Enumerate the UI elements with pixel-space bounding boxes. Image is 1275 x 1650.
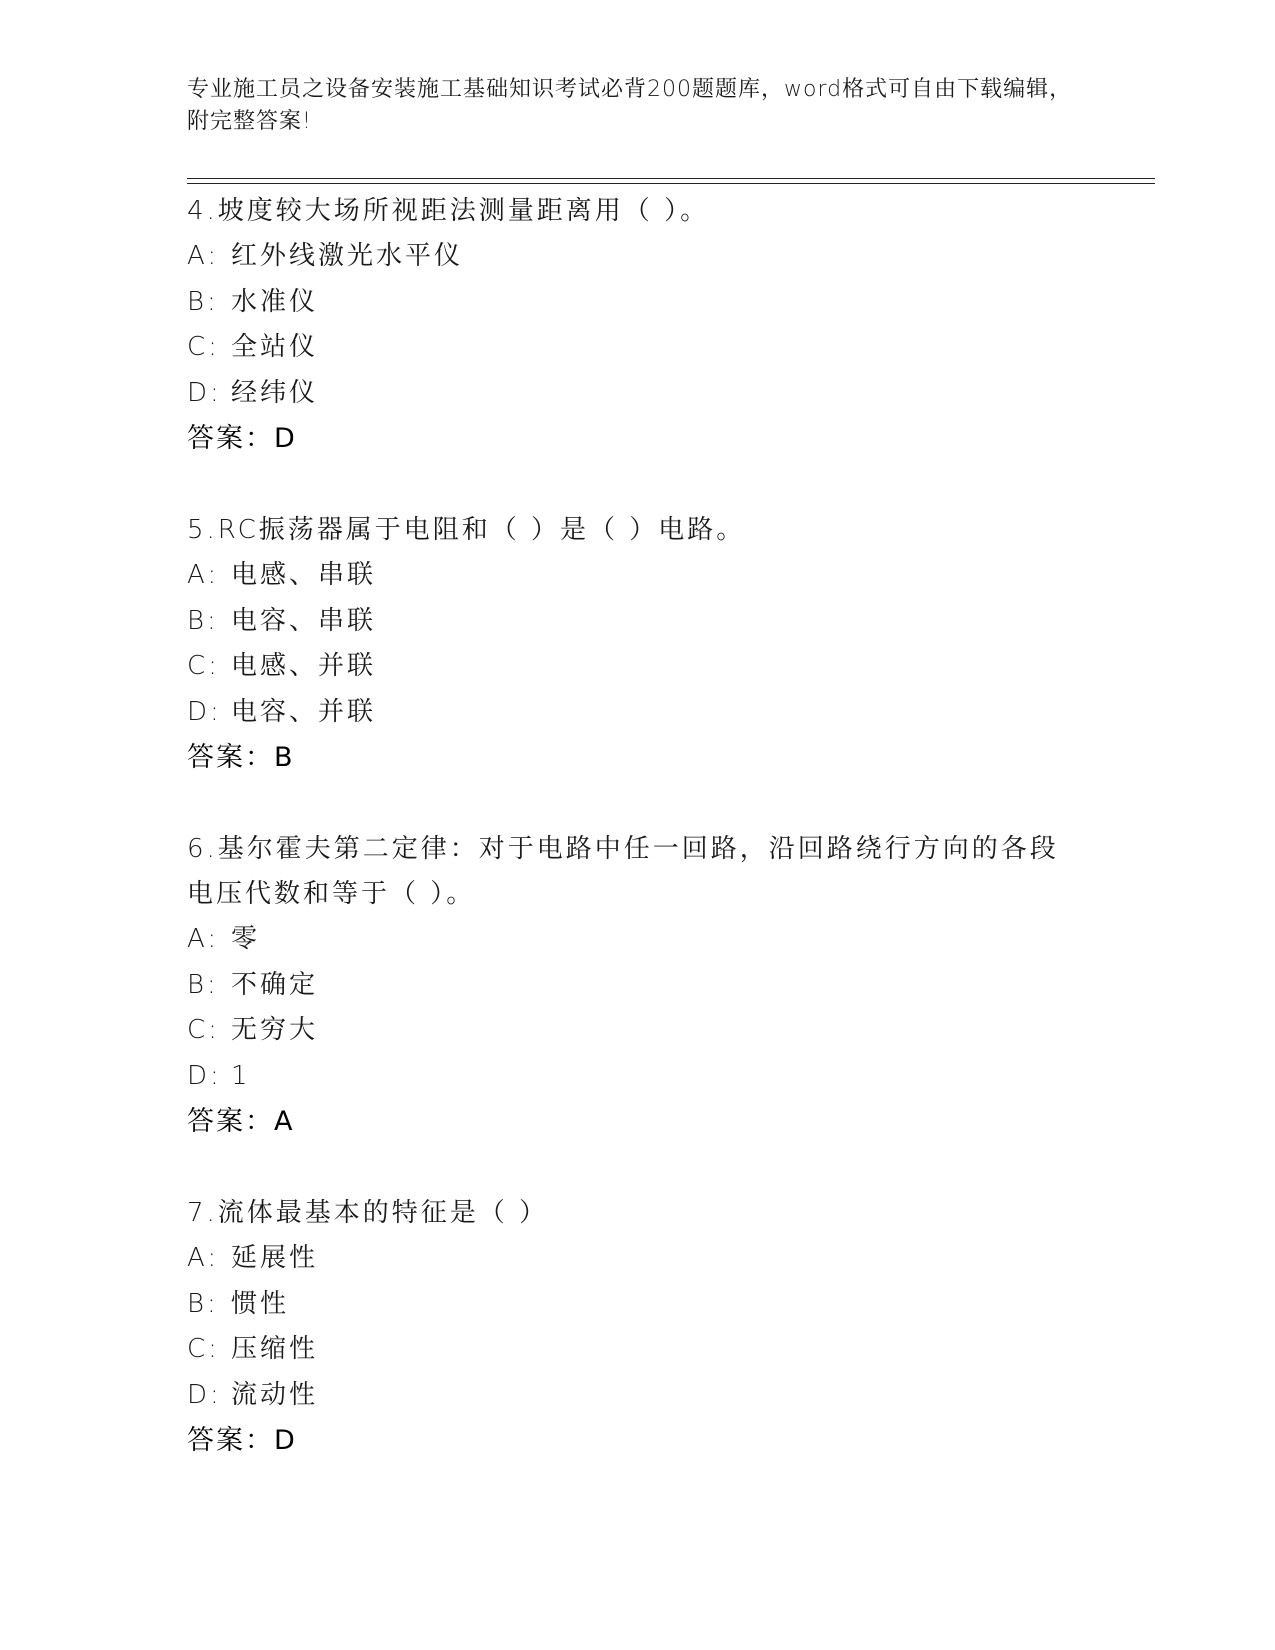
option-text: 压缩性: [231, 1334, 319, 1364]
header-divider-top: [187, 178, 1155, 179]
option-b: [187, 963, 1087, 1009]
option-d: [187, 690, 1087, 736]
option-letter: D:: [187, 377, 222, 408]
option-c: [187, 325, 1087, 371]
option-a: [187, 234, 1087, 280]
option-text: 惯性: [231, 1288, 290, 1319]
option-text: 电感、串联: [231, 560, 377, 590]
option-text: 电感、并联: [231, 651, 377, 681]
option-letter: C:: [187, 332, 220, 362]
option-c: [187, 644, 1087, 690]
option-d: [187, 1373, 1087, 1419]
option-text: 电容、串联: [231, 605, 377, 636]
option-text: 经纬仪: [231, 377, 319, 408]
option-letter: B:: [187, 605, 219, 636]
option-b: [187, 1282, 1087, 1328]
question-block: [187, 827, 1087, 1144]
question-stem: 5.RC振荡器属于电阻和（ ）是（ ）电路。: [187, 515, 746, 545]
option-letter: D:: [187, 696, 222, 727]
option-text: 流动性: [231, 1379, 319, 1410]
option-text: 全站仪: [231, 332, 319, 362]
option-letter: B:: [187, 1288, 219, 1319]
answer-line: 答案：A: [187, 1106, 295, 1137]
option-letter: B:: [187, 286, 219, 317]
option-text: 零: [231, 924, 261, 954]
question-stem: 7.流体最基本的特征是（ ）: [187, 1198, 549, 1228]
option-text: 水准仪: [231, 286, 319, 317]
header-divider-bottom: [187, 183, 1155, 184]
option-letter: A:: [187, 560, 220, 590]
option-letter: C:: [187, 651, 220, 681]
option-letter: C:: [187, 1015, 220, 1045]
option-a: [187, 917, 1087, 963]
question-stem: 4.坡度较大场所视距法测量距离用（ ）。: [187, 196, 710, 226]
option-text: 1: [231, 1060, 251, 1091]
option-letter: A:: [187, 241, 220, 271]
option-d: [187, 371, 1087, 417]
option-a: [187, 553, 1087, 599]
document-title: 专业施工员之设备安装施工基础知识考试必背200题题库，word格式可自由下载编辑，附完整答案!: [187, 77, 1073, 134]
answer-line: 答案：D: [187, 423, 297, 454]
option-text: 不确定: [231, 969, 319, 1000]
option-a: [187, 1236, 1087, 1282]
answer-line: 答案：D: [187, 1425, 297, 1456]
question-stem: 6.基尔霍夫第二定律：对于电路中任一回路，沿回路绕行方向的各段电压代数和等于（ ）。: [187, 834, 1059, 909]
option-text: 延展性: [231, 1243, 319, 1273]
option-b: [187, 599, 1087, 645]
option-letter: D:: [187, 1060, 222, 1091]
option-c: [187, 1008, 1087, 1054]
option-letter: A:: [187, 924, 220, 954]
option-text: 红外线激光水平仪: [231, 241, 464, 271]
option-letter: C:: [187, 1334, 220, 1364]
question-block: [187, 189, 1087, 461]
option-b: [187, 280, 1087, 326]
option-letter: A:: [187, 1243, 220, 1273]
option-text: 电容、并联: [231, 696, 377, 727]
option-letter: D:: [187, 1379, 222, 1410]
option-letter: B:: [187, 969, 219, 1000]
question-block: [187, 1191, 1087, 1463]
option-text: 无穷大: [231, 1015, 319, 1045]
answer-line: 答案：B: [187, 742, 295, 773]
option-d: [187, 1054, 1087, 1100]
question-block: [187, 508, 1087, 780]
option-c: [187, 1327, 1087, 1373]
